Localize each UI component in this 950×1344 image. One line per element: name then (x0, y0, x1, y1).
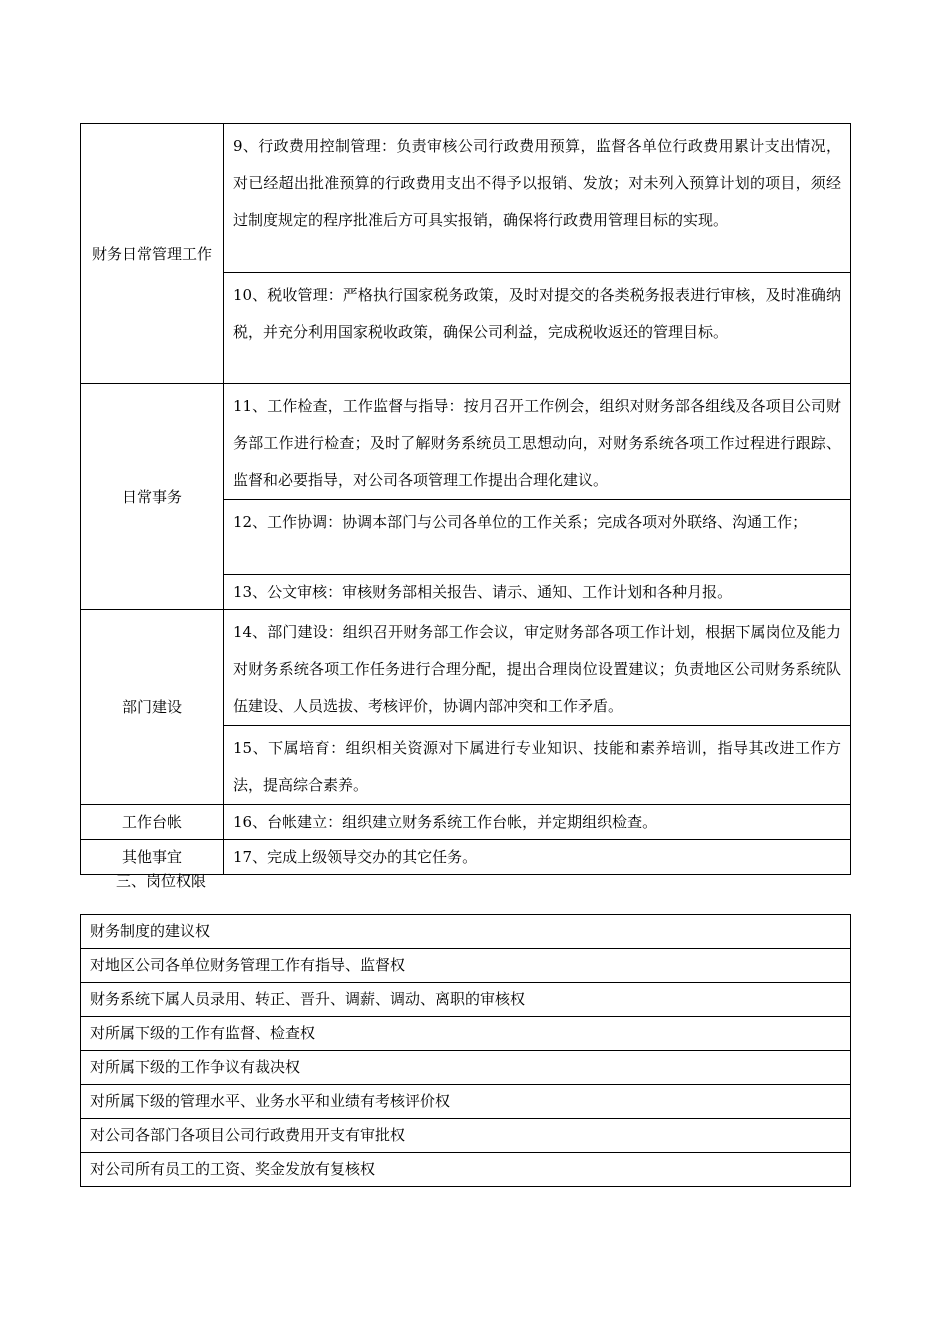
table-row (81, 384, 851, 500)
table-row (81, 983, 851, 1017)
table-row (81, 1119, 851, 1153)
category-cell: 财务日常管理工作 (81, 124, 224, 384)
table-row (81, 805, 851, 840)
duty-item: 12、工作协调：协调本部门与公司各单位的工作关系；完成各项对外联络、沟通工作； (224, 500, 851, 575)
table-row (81, 1085, 851, 1119)
authority-item: 对所属下级的工作争议有裁决权 (81, 1051, 851, 1085)
category-cell: 部门建设 (81, 610, 224, 805)
duty-item: 13、公文审核：审核财务部相关报告、请示、通知、工作计划和各种月报。 (224, 575, 851, 610)
duty-item: 10、税收管理：严格执行国家税务政策，及时对提交的各类税务报表进行审核，及时准确纳税，并充分利用国家税收政策，确保公司利益，完成税收返还的管理目标。 (224, 273, 851, 384)
table-row (81, 949, 851, 983)
authority-item: 对所属下级的管理水平、业务水平和业绩有考核评价权 (81, 1085, 851, 1119)
authority-item: 对所属下级的工作有监督、检查权 (81, 1017, 851, 1051)
authority-item: 对公司所有员工的工资、奖金发放有复核权 (81, 1153, 851, 1187)
table-row (81, 1153, 851, 1187)
category-cell: 日常事务 (81, 384, 224, 610)
category-cell: 工作台帐 (81, 805, 224, 840)
table-row (81, 1017, 851, 1051)
category-cell: 其他事宜 (81, 840, 224, 875)
authority-item: 对地区公司各单位财务管理工作有指导、监督权 (81, 949, 851, 983)
table-row (81, 124, 851, 273)
table-row (81, 1051, 851, 1085)
authority-table (80, 914, 851, 1187)
responsibilities-table (80, 123, 851, 875)
table-row (81, 915, 851, 949)
duty-item: 11、工作检查，工作监督与指导：按月召开工作例会，组织对财务部各组线及各项目公司财务部工作进行检查；及时了解财务系统员工思想动向，对财务系统各项工作过程进行跟踪、监督和必要指导，对公司各项管理工作提出合理化建议。 (224, 384, 851, 500)
authority-item: 对公司各部门各项目公司行政费用开支有审批权 (81, 1119, 851, 1153)
table-row (81, 610, 851, 726)
duty-item: 15、下属培育：组织相关资源对下属进行专业知识、技能和素养培训，指导其改进工作方法，提高综合素养。 (224, 726, 851, 805)
authority-item: 财务系统下属人员录用、转正、晋升、调薪、调动、离职的审核权 (81, 983, 851, 1017)
duty-item: 16、台帐建立：组织建立财务系统工作台帐，并定期组织检查。 (224, 805, 851, 840)
duty-item: 9、行政费用控制管理：负责审核公司行政费用预算，监督各单位行政费用累计支出情况，对已经超出批准预算的行政费用支出不得予以报销、发放；对未列入预算计划的项目，须经过制度规定的程序批准后方可具实报销，确保将行政费用管理目标的实现。 (224, 124, 851, 273)
duty-item: 17、完成上级领导交办的其它任务。 (224, 840, 851, 875)
duty-item: 14、部门建设：组织召开财务部工作会议，审定财务部各项工作计划，根据下属岗位及能力对财务系统各项工作任务进行合理分配，提出合理岗位设置建议；负责地区公司财务系统队伍建设、人员选拔、考核评价，协调内部冲突和工作矛盾。 (224, 610, 851, 726)
section-heading: 三、岗位权限 (116, 872, 207, 890)
authority-item: 财务制度的建议权 (81, 915, 851, 949)
